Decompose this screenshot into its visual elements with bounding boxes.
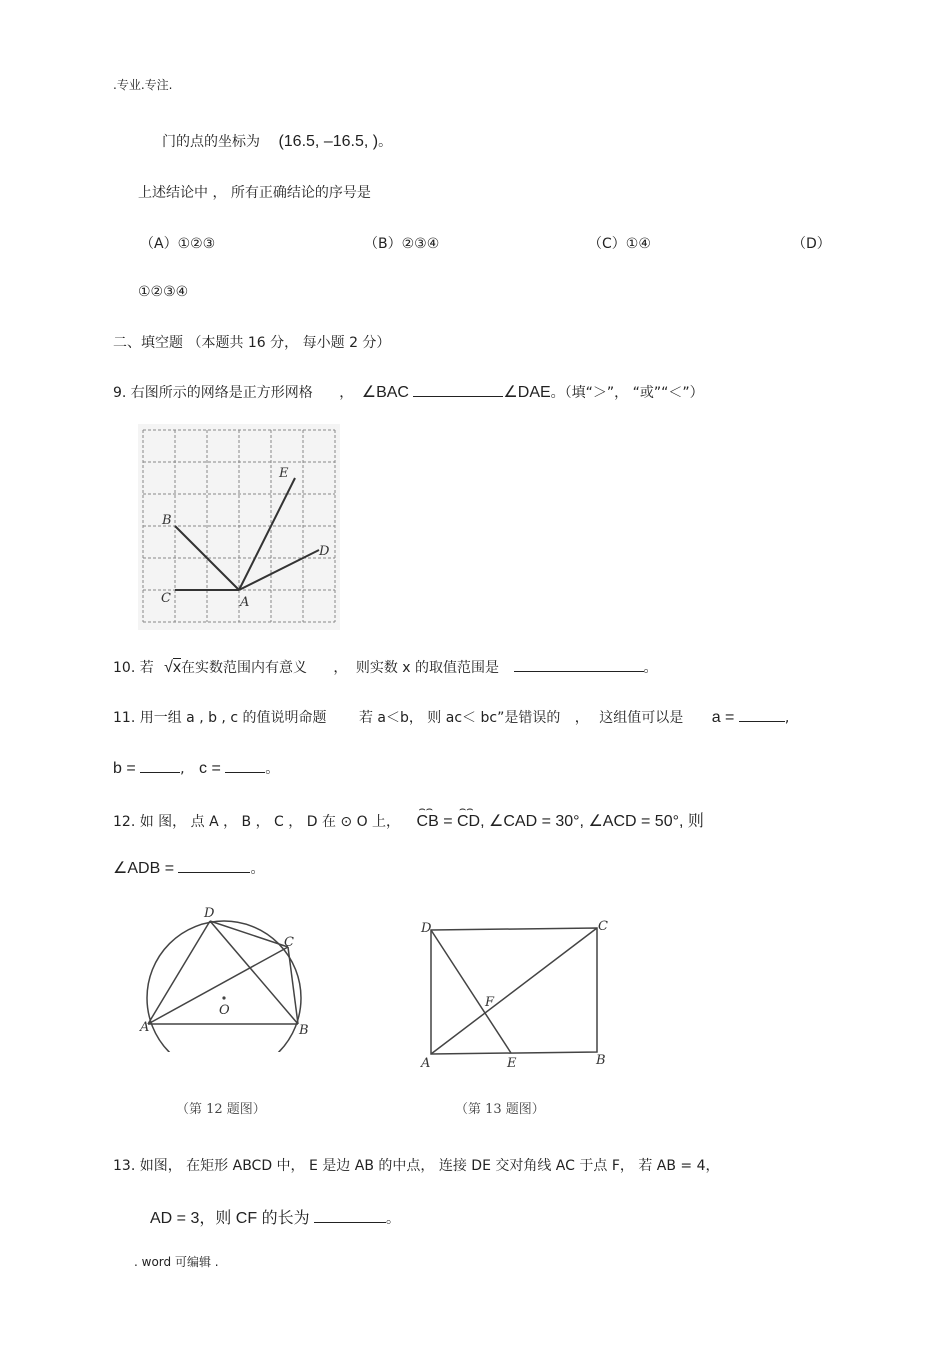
q11-c-blank[interactable]	[225, 758, 265, 773]
q9-label-a: A	[240, 595, 250, 610]
page-footer: . word 可编辑 .	[134, 1255, 219, 1269]
q12-line1	[113, 803, 704, 831]
q12-cond: , ∠CAD = 30°, ∠ACD = 50°, 则	[480, 813, 704, 830]
q10-comma: ，	[333, 660, 348, 676]
page-header: .专业.专注.	[113, 78, 173, 92]
q9-comma: ，	[339, 385, 354, 401]
q12-arc-cd	[457, 803, 481, 830]
q11-b-label: b =	[113, 760, 136, 777]
q13-label-b: B	[596, 1053, 606, 1068]
q9-angle-dae: ∠DAE	[503, 384, 551, 401]
q11-tail: 这组值可以是	[599, 710, 684, 726]
q12-line2	[113, 858, 264, 878]
q12-num: 12. 如 图， 点 A ， B ， C ， D 在 ⊙ O 上，	[113, 814, 401, 830]
q11-line1: 11. 用一组 a , b , c 的值说明命题 若 a＜b， 则 ac＜ bc”是错误的 ， 这组值可以是 a = ,	[113, 709, 790, 726]
q13-answer-blank[interactable]	[314, 1208, 386, 1223]
q8-option-b: （B）②③④	[364, 236, 440, 252]
q10-sqrt: √x	[164, 659, 181, 676]
q13-end: 。	[386, 1211, 401, 1227]
q13-label-e: E	[507, 1056, 517, 1071]
q12-label-b: B	[299, 1023, 309, 1038]
q12-arc-cb	[416, 803, 439, 830]
q11-text: 11. 用一组 a , b , c 的值说明命题	[113, 710, 327, 726]
q11-quote: 若 a＜b， 则 ac＜ bc”是错误的	[358, 710, 561, 726]
q12-end: 。	[250, 861, 265, 877]
q13-line2	[150, 1205, 400, 1228]
q10-answer-blank[interactable]	[514, 657, 644, 672]
q9-label-d: D	[319, 544, 330, 559]
q8-door-text: 门的点的坐标为	[162, 134, 260, 150]
arc-mark-icon: ⌢⌢	[418, 803, 433, 815]
q10-end: 。	[643, 660, 658, 676]
q12-label-o: O	[219, 1003, 230, 1018]
q10-tail: 则实数 x 的取值范围是	[355, 660, 500, 676]
q9-tail: 。（填“＞”， “或”“＜”）	[550, 385, 704, 401]
q11-b-blank[interactable]	[140, 758, 180, 773]
q12-label-a: A	[140, 1020, 150, 1035]
q9-answer-blank[interactable]	[413, 382, 503, 397]
q12-ask: ∠ADB =	[113, 860, 175, 877]
q12-label-c: C	[284, 935, 294, 950]
q8-option-c: （C）①④	[588, 236, 651, 252]
section-title: 二、填空题 （本题共 16 分， 每小题 2 分）	[113, 335, 391, 351]
q11-end: 。	[265, 761, 280, 777]
q8-option-d: （D）	[792, 236, 831, 252]
q11-a-blank[interactable]	[739, 707, 785, 722]
q10-mid: 在实数范围内有意义	[180, 660, 307, 676]
q13-line1: 13. 如图， 在矩形 ABCD 中， E 是边 AB 的中点， 连接 DE 交对角线 AC 于点 F， 若 AB = 4，	[113, 1158, 720, 1174]
q13-label-f: F	[485, 995, 495, 1010]
q8-prompt: 上述结论中 ， 所有正确结论的序号是	[138, 185, 371, 201]
q8-option-a: （A）①②③	[140, 236, 216, 252]
q13-label-a: A	[421, 1056, 431, 1071]
q10-num: 10. 若	[113, 660, 154, 676]
q12-answer-blank[interactable]	[178, 858, 250, 873]
q13-label-d: D	[421, 921, 432, 936]
q9-angle-bac: ∠BAC	[361, 384, 409, 401]
q9-label-b: B	[162, 513, 172, 528]
q11-line2: b = , c = 。	[113, 760, 280, 777]
q8-door-line	[162, 131, 392, 151]
q11-comma: ，	[574, 710, 589, 726]
q10-question	[113, 657, 658, 677]
q8-option-d-cont: ①②③④	[138, 284, 189, 300]
q8-door-end: 。	[378, 134, 393, 150]
q8-door-coord: (16.5, –16.5, )	[278, 133, 379, 150]
q13-label-c: C	[598, 919, 608, 934]
q13-text: AD = 3，则 CF 的长为	[150, 1210, 310, 1227]
q9-label-e: E	[279, 466, 289, 481]
q11-a-label: a =	[711, 709, 735, 726]
q12-arc-cd-text: CD	[457, 813, 481, 830]
q10-radicand: x	[172, 659, 181, 676]
q12-circle-figure	[138, 902, 318, 1052]
q11-c-label: c =	[199, 760, 221, 777]
q9-text: 9. 右图所示的网络是正方形网格	[113, 385, 313, 401]
q13-caption: （第 13 题图）	[455, 1102, 545, 1117]
q12-label-d: D	[204, 906, 215, 921]
q12-arc-cb-text: CB	[416, 813, 439, 830]
q9-question	[113, 382, 704, 402]
q9-grid-figure	[138, 424, 340, 630]
q12-caption: （第 12 题图）	[176, 1102, 266, 1117]
q12-eq: =	[443, 813, 453, 830]
arc-mark-icon: ⌢⌢	[459, 803, 474, 815]
q13-rectangle-figure	[415, 914, 615, 1074]
q9-label-c: C	[161, 591, 171, 606]
